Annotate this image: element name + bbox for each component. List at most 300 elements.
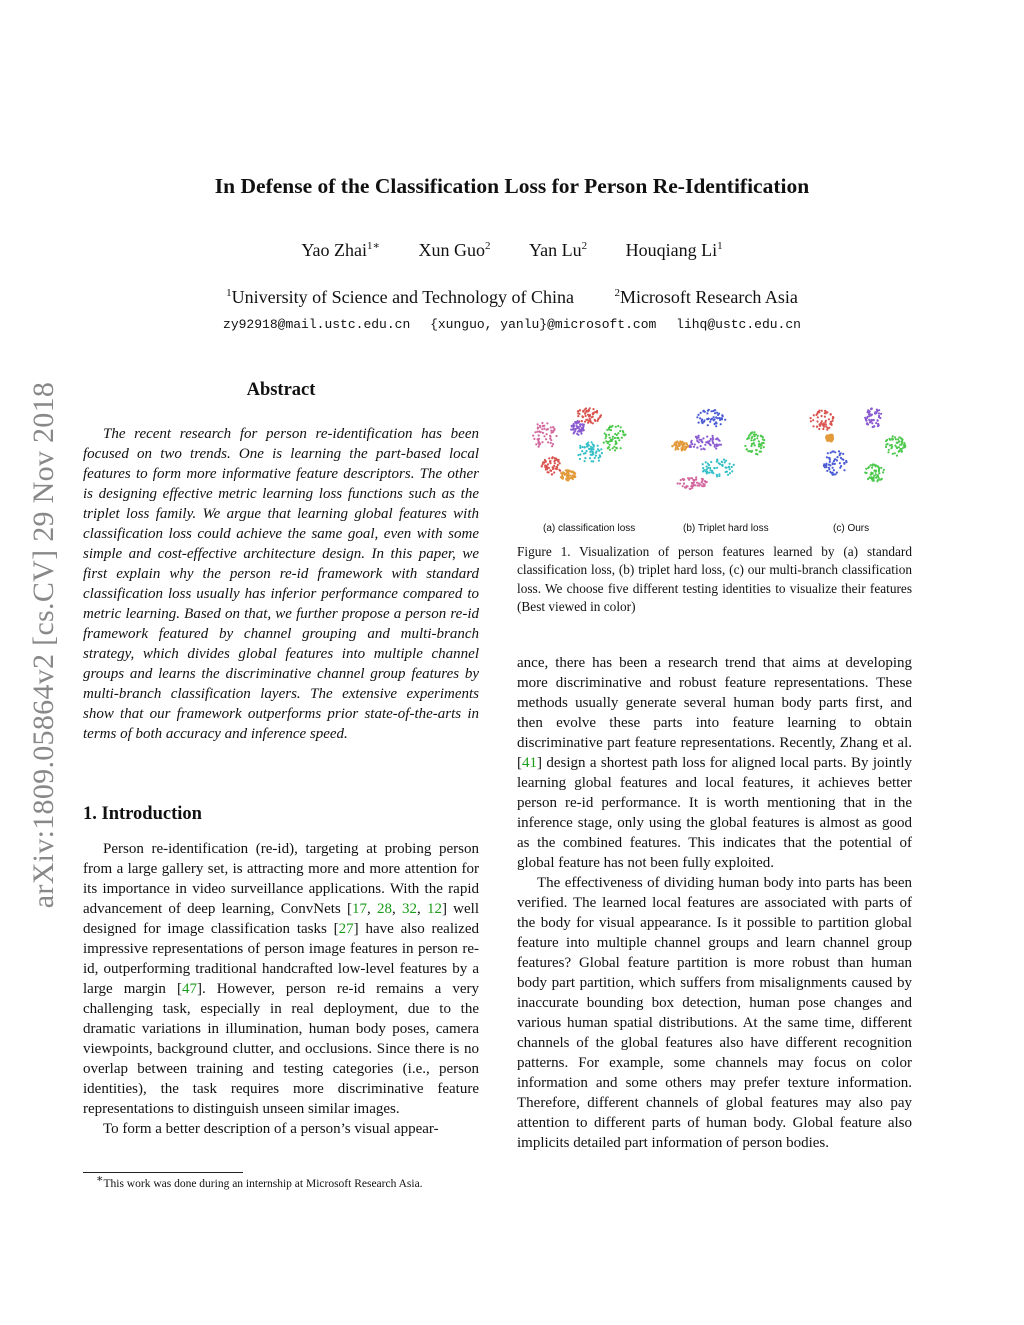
feature-point [578,427,580,429]
feature-point [620,426,622,428]
feature-point [716,460,718,462]
feature-point [554,457,556,459]
feature-point [865,420,867,422]
feature-point [877,423,879,425]
feature-point [614,437,616,439]
feature-point [552,426,554,428]
feature-point [869,421,871,423]
figure-label-b: (b) Triplet hard loss [683,523,769,534]
feature-point [691,487,693,489]
feature-point [547,441,549,443]
feature-point [818,428,820,430]
feature-point [816,420,818,422]
feature-point [818,410,820,412]
feature-point [609,437,611,439]
feature-point [709,443,711,445]
citation-link[interactable]: 28 [376,901,392,917]
feature-point [830,413,832,415]
feature-point [562,471,564,473]
feature-point [731,470,733,472]
feature-point [898,446,900,448]
feature-point [589,451,591,453]
feature-point [897,438,899,440]
feature-point [729,472,731,474]
feature-point [712,472,714,474]
feature-point [868,419,870,421]
feature-point [709,467,711,469]
feature-point [695,436,697,438]
feature-point [615,426,617,428]
feature-point [591,416,593,418]
feature-point [706,466,708,468]
feature-point [757,435,759,437]
feature-point [552,443,554,445]
feature-point [534,431,536,433]
feature-point [585,407,587,409]
feature-point [717,445,719,447]
feature-point [699,417,701,419]
email: lihq@ustc.edu.cn [676,317,801,332]
intro-paragraph-4: The effectiveness of dividing human body into parts has been verified. The learned local features are associated with parts of the body for visual appearance. Is it possible to partition global feature into multiple channel groups and learn channel group features? Global feature partition is more robust than human body part partition, which suffers from misalignments caused by inaccurate bounding box detection, human pose changes and various human spatial distributions. At the same time, different channels of the global features also have different recognition patterns. For example, some channels may focus on color information and some others may prefer texture information. Therefore, different channels of global features may also pay attention to different parts of human body. Global feature also implicits detailed part information of person bodies. [517,875,912,1151]
feature-point [758,443,760,445]
feature-point [871,419,873,421]
tsne-figure [530,398,910,498]
feature-point [605,435,607,437]
feature-point [750,439,752,441]
feature-point [894,452,896,454]
feature-cluster [864,407,882,428]
feature-point [600,414,602,416]
feature-point [830,440,832,442]
footnote: ∗This work was done during an internship at Microsoft Research Asia. [96,1173,423,1190]
feature-point [720,444,722,446]
feature-point [751,436,753,438]
feature-point [619,430,621,432]
feature-point [557,461,559,463]
feature-point [600,448,602,450]
feature-point [904,446,906,448]
feature-point [578,413,580,415]
feature-point [832,467,834,469]
feature-point [878,409,880,411]
feature-point [877,465,879,467]
feature-point [746,438,748,440]
feature-point [726,471,728,473]
feature-point [714,423,716,425]
feature-point [547,463,549,465]
feature-point [750,445,752,447]
feature-point [701,422,703,424]
feature-point [550,426,552,428]
feature-point [718,417,720,419]
feature-point [702,437,704,439]
feature-point [614,449,616,451]
feature-point [593,448,595,450]
feature-point [713,418,715,420]
feature-point [591,448,593,450]
feature-cluster [671,440,689,451]
feature-point [547,428,549,430]
feature-point [697,436,699,438]
feature-point [588,415,590,417]
feature-point [541,428,543,430]
feature-point [538,430,540,432]
feature-point [581,446,583,448]
feature-point [550,442,552,444]
feature-point [833,469,835,471]
feature-point [696,440,698,442]
feature-point [570,471,572,473]
feature-point [716,467,718,469]
feature-point [550,439,552,441]
feature-point [554,462,556,464]
feature-point [843,463,845,465]
feature-point [885,446,887,448]
feature-point [587,442,589,444]
feature-point [758,445,760,447]
feature-point [674,444,676,446]
feature-point [826,456,828,458]
feature-point [582,411,584,413]
feature-point [810,420,812,422]
feature-point [537,439,539,441]
feature-point [886,439,888,441]
feature-point [729,463,731,465]
feature-point [869,464,871,466]
feature-point [716,412,718,414]
feature-point [710,410,712,412]
feature-point [881,478,883,480]
feature-point [612,436,614,438]
feature-point [574,472,576,474]
feature-point [597,418,599,420]
feature-point [689,477,691,479]
feature-point [708,409,710,411]
citation-link[interactable]: 41 [522,755,537,771]
feature-point [532,435,534,437]
feature-point [708,472,710,474]
feature-point [714,446,716,448]
feature-point [865,468,867,470]
feature-point [691,477,693,479]
feature-point [584,413,586,415]
feature-point [541,465,543,467]
feature-point [706,412,708,414]
feature-point [878,412,880,414]
feature-point [869,413,871,415]
feature-point [839,454,841,456]
feature-point [878,477,880,479]
feature-point [864,472,866,474]
feature-point [701,419,703,421]
feature-point [890,447,892,449]
feature-point [714,409,716,411]
feature-point [683,444,685,446]
feature-point [827,452,829,454]
feature-point [868,415,870,417]
feature-point [551,432,553,434]
feature-point [595,452,597,454]
feature-cluster [541,456,562,475]
feature-point [617,432,619,434]
feature-point [729,468,731,470]
feature-point [898,451,900,453]
feature-point [891,438,893,440]
feature-point [845,461,847,463]
feature-point [760,447,762,449]
feature-cluster [677,476,708,490]
feature-point [608,434,610,436]
feature-point [580,429,582,431]
feature-cluster [744,431,765,455]
citation-link[interactable]: 32 [401,901,417,917]
feature-point [821,410,823,412]
feature-point [617,425,619,427]
feature-point [759,451,761,453]
feature-point [584,460,586,462]
feature-cluster [688,435,722,451]
feature-point [574,430,576,432]
feature-point [584,446,586,448]
feature-point [617,437,619,439]
feature-point [702,448,704,450]
feature-point [817,416,819,418]
feature-point [613,446,615,448]
feature-point [551,473,553,475]
feature-point [871,414,873,416]
feature-point [880,467,882,469]
feature-point [570,429,572,431]
feature-point [751,431,753,433]
feature-point [721,461,723,463]
feature-point [544,460,546,462]
feature-point [580,433,582,435]
feature-point [873,478,875,480]
feature-point [597,445,599,447]
feature-point [541,441,543,443]
feature-point [549,460,551,462]
feature-point [687,445,689,447]
feature-point [728,466,730,468]
feature-point [712,442,714,444]
figure-label-c: (c) Ours [833,523,870,534]
feature-point [609,449,611,451]
feature-point [904,444,906,446]
feature-point [707,418,709,420]
feature-point [577,422,579,424]
email: zy92918@mail.ustc.edu.cn [223,317,411,332]
feature-cluster [810,410,835,431]
feature-point [679,483,681,485]
citation-link[interactable]: 17 [352,901,367,917]
feature-point [892,453,894,455]
feature-point [715,425,717,427]
feature-point [829,459,831,461]
feature-point [828,427,830,429]
feature-point [592,413,594,415]
feature-point [672,445,674,447]
feature-point [548,457,550,459]
feature-point [609,425,611,427]
feature-point [820,415,822,417]
feature-point [566,479,568,481]
feature-point [590,446,592,448]
feature-point [831,420,833,422]
affiliation: $^2$Microsoft Research Asia [614,287,798,307]
author: Yao Zhai$^{1∗}$ [301,240,380,260]
citation-link[interactable]: 27 [338,921,354,937]
feature-point [620,447,622,449]
feature-point [725,466,727,468]
feature-point [605,437,607,439]
feature-point [758,440,760,442]
feature-point [712,437,714,439]
feature-point [836,456,838,458]
feature-point [599,456,601,458]
feature-point [761,435,763,437]
feature-point [565,473,567,475]
feature-point [572,428,574,430]
feature-point [867,467,869,469]
feature-point [751,450,753,452]
feature-point [606,429,608,431]
feature-point [679,445,681,447]
feature-point [685,486,687,488]
feature-point [705,461,707,463]
feature-point [702,463,704,465]
feature-point [608,446,610,448]
email-list [0,317,1024,332]
feature-point [825,425,827,427]
feature-point [603,442,605,444]
feature-point [697,414,699,416]
feature-cluster [532,422,558,448]
feature-point [694,443,696,445]
feature-point [717,414,719,416]
feature-point [567,473,569,475]
figure-label-a: (a) classification loss [543,523,636,534]
feature-point [560,476,562,478]
feature-point [710,461,712,463]
feature-point [553,428,555,430]
feature-point [701,481,703,483]
feature-point [703,469,705,471]
feature-point [708,464,710,466]
feature-point [753,433,755,435]
feature-point [582,416,584,418]
feature-point [868,476,870,478]
citation-link[interactable]: 12 [426,901,442,917]
feature-point [828,457,830,459]
feature-point [713,467,715,469]
feature-point [834,463,836,465]
feature-point [541,422,543,424]
feature-point [827,435,829,437]
email: {xunguo, yanlu}@microsoft.com [430,317,657,332]
feature-point [714,412,716,414]
feature-point [868,410,870,412]
feature-point [722,465,724,467]
feature-point [871,473,873,475]
feature-point [577,434,579,436]
feature-point [696,416,698,418]
abstract-heading: Abstract [246,380,316,400]
feature-point [572,475,574,477]
intro-paragraph-2: To form a better description of a person’s visual appear- [103,1121,439,1137]
feature-point [551,457,553,459]
feature-point [584,457,586,459]
feature-point [711,418,713,420]
intro-paragraph-3: ance, there has been a research trend that aims at developing more discriminative and robust feature representations. These methods usually generate several human body parts first, and then evolve these parts into feature learning to obtain discriminative part feature representations. Recently, Zhang et al. [41] design a shortest path loss for aligned local parts. By jointly learning global features and local features, it achieves better person re-id performance. It is worth mentioning that in the inference stage, only using the global features is almost as good as the combined features. This indicates that the potential of global feature has not been fully exploited. [517,655,912,871]
feature-point [622,433,624,435]
feature-point [706,472,708,474]
feature-point [616,434,618,436]
feature-point [615,447,617,449]
feature-point [838,450,840,452]
feature-point [894,445,896,447]
feature-point [700,412,702,414]
feature-point [828,464,830,466]
feature-cluster [864,463,885,482]
feature-point [873,419,875,421]
feature-point [612,447,614,449]
feature-point [720,423,722,425]
feature-point [585,419,587,421]
feature-point [609,440,611,442]
feature-point [878,415,880,417]
feature-point [610,429,612,431]
feature-point [550,470,552,472]
feature-point [820,424,822,426]
feature-point [592,443,594,445]
feature-point [878,467,880,469]
feature-point [592,408,594,410]
feature-point [874,412,876,414]
feature-point [843,469,845,471]
arxiv-watermark: arXiv:1809.05864v2 [cs.CV] 29 Nov 2018 [27,381,60,909]
feature-cluster [823,450,848,476]
feature-point [676,440,678,442]
feature-point [836,472,838,474]
feature-point [895,438,897,440]
feature-point [695,476,697,478]
feature-cluster [570,420,585,436]
feature-point [822,424,824,426]
feature-point [719,463,721,465]
feature-point [575,422,577,424]
feature-point [753,439,755,441]
feature-point [755,449,757,451]
feature-point [537,423,539,425]
feature-point [755,433,757,435]
feature-point [562,478,564,480]
feature-point [591,454,593,456]
feature-point [875,470,877,472]
affiliations [0,287,1024,308]
citation-link[interactable]: 47 [181,981,197,997]
feature-point [831,472,833,474]
feature-point [828,418,830,420]
feature-point [717,439,719,441]
feature-point [702,410,704,412]
feature-point [538,434,540,436]
feature-point [873,475,875,477]
feature-point [568,470,570,472]
feature-point [878,472,880,474]
feature-cluster [825,434,834,443]
feature-point [709,421,711,423]
feature-point [581,420,583,422]
